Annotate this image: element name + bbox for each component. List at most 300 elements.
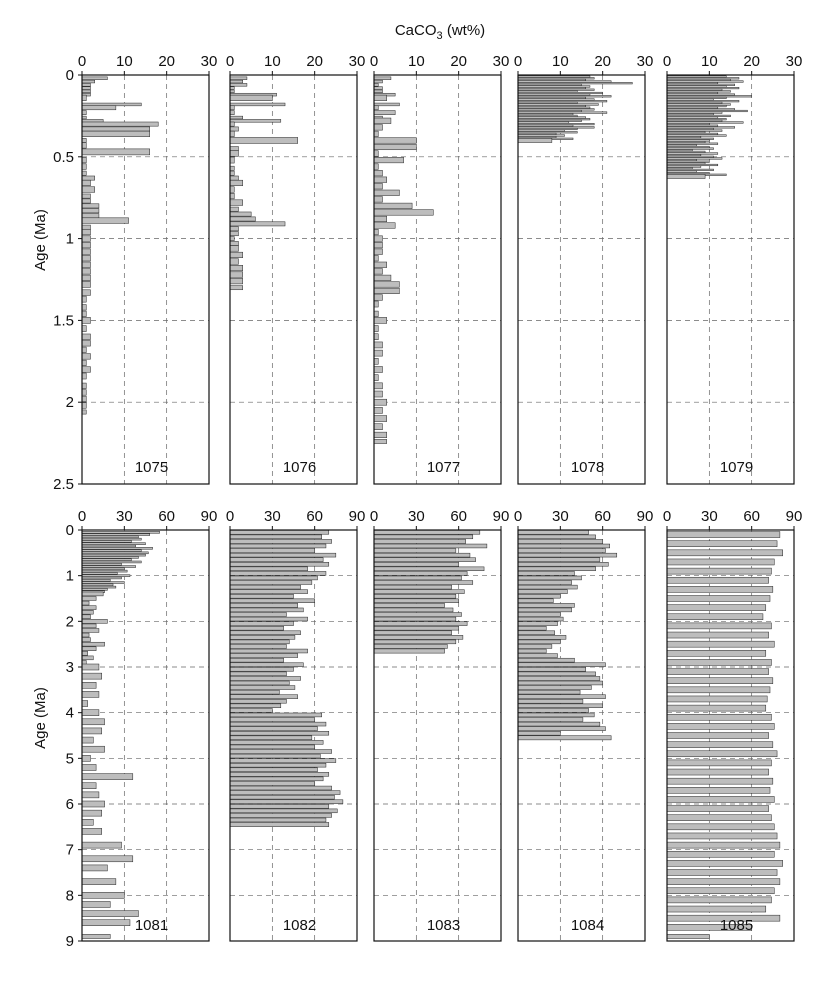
bar-1079-5 — [667, 84, 735, 86]
bar-1081-49 — [82, 719, 105, 725]
bar-1076-31 — [230, 232, 238, 236]
panel-1084 — [514, 508, 654, 941]
bar-1082-36 — [230, 695, 298, 699]
bar-1079-20 — [667, 109, 735, 111]
bar-1084-12 — [518, 585, 577, 589]
bar-1077-13 — [374, 131, 378, 137]
bar-1081-51 — [82, 737, 93, 743]
bar-1079-21 — [667, 110, 747, 112]
bar-1076-37 — [230, 265, 243, 271]
bar-1077-52 — [374, 407, 382, 413]
bar-1082-57 — [230, 791, 340, 795]
bar-1076-39 — [230, 278, 243, 284]
bar-1081-48 — [82, 710, 99, 716]
bar-1079-1 — [667, 77, 739, 79]
bar-1078-39 — [518, 138, 552, 142]
bar-1079-40 — [667, 141, 705, 143]
bar-1085-10 — [667, 623, 771, 629]
bar-1085-3 — [667, 559, 774, 565]
bar-1077-53 — [374, 416, 387, 422]
bar-1078-36 — [518, 135, 565, 137]
bar-1084-1 — [518, 535, 596, 539]
bar-1081-36 — [82, 633, 89, 637]
bar-1081-30 — [82, 606, 96, 610]
bar-1075-40 — [82, 290, 90, 296]
bar-1075-47 — [82, 341, 90, 347]
site-label: 1085 — [719, 917, 754, 934]
bar-1081-59 — [82, 810, 102, 816]
bar-1082-35 — [230, 690, 279, 694]
bar-1081-8 — [82, 550, 141, 552]
bar-1085-28 — [667, 787, 770, 793]
site-label: 1084 — [570, 917, 605, 934]
bar-1081-18 — [82, 572, 117, 574]
bar-1075-41 — [82, 296, 86, 302]
bar-1079-26 — [667, 118, 726, 120]
bar-1085-13 — [667, 650, 766, 656]
bar-1078-24 — [518, 115, 577, 117]
panel-1078 — [514, 53, 654, 484]
bar-1075-26 — [82, 204, 99, 208]
bar-1078-1 — [518, 77, 594, 79]
bar-1081-57 — [82, 792, 99, 798]
bar-1082-48 — [230, 750, 332, 754]
bar-1077-17 — [374, 157, 404, 163]
x-tick-label: 0 — [225, 53, 235, 70]
bar-1082-30 — [230, 667, 294, 671]
bar-1077-0 — [374, 77, 391, 80]
x-tick-label: 0 — [225, 508, 235, 525]
x-tick-label: 30 — [263, 508, 281, 525]
panel-1085 — [663, 508, 803, 941]
bar-1083-19 — [374, 617, 456, 621]
bar-1084-34 — [518, 686, 591, 690]
bar-1079-27 — [667, 120, 722, 122]
bar-1079-18 — [667, 105, 726, 107]
bar-1081-2 — [82, 536, 138, 538]
bar-1078-9 — [518, 91, 577, 93]
bar-1079-0 — [667, 76, 726, 78]
bar-1082-11 — [230, 581, 312, 585]
bar-1075-20 — [82, 171, 86, 175]
bar-1081-50 — [82, 728, 102, 734]
bar-1075-38 — [82, 275, 90, 281]
bar-1084-5 — [518, 553, 617, 557]
bar-1079-23 — [667, 113, 714, 115]
bar-1081-6 — [82, 545, 136, 547]
panel-1079 — [663, 53, 803, 484]
bar-1079-41 — [667, 143, 718, 145]
bar-1083-0 — [374, 530, 480, 534]
bar-1077-30 — [374, 242, 382, 248]
bar-1081-44 — [82, 673, 102, 679]
bar-1078-14 — [518, 99, 594, 101]
bar-1079-58 — [667, 171, 697, 173]
bar-1077-51 — [374, 399, 387, 405]
bar-1082-3 — [230, 544, 326, 548]
bar-1081-46 — [82, 691, 99, 697]
bar-1075-25 — [82, 199, 90, 203]
bar-1082-39 — [230, 708, 272, 712]
bar-1079-3 — [667, 81, 743, 83]
bar-1075-19 — [82, 164, 86, 170]
x-tick-label: 60 — [158, 508, 176, 525]
bar-1082-52 — [230, 768, 317, 772]
bar-1077-8 — [374, 106, 378, 110]
bar-1077-38 — [374, 295, 382, 301]
bar-1085-25 — [667, 760, 771, 766]
bar-1076-33 — [230, 241, 238, 245]
bar-1078-8 — [518, 89, 594, 91]
bar-1081-25 — [82, 588, 107, 590]
bar-1082-38 — [230, 704, 281, 708]
bar-1075-55 — [82, 396, 86, 402]
bar-1083-25 — [374, 645, 447, 649]
bar-1081-63 — [82, 856, 133, 862]
bar-1082-20 — [230, 622, 294, 626]
bar-1076-36 — [230, 259, 238, 265]
bar-1079-11 — [667, 94, 735, 96]
y-axis-labels — [32, 209, 49, 749]
bar-1079-29 — [667, 123, 709, 125]
bar-1082-24 — [230, 640, 289, 644]
bar-1076-4 — [230, 90, 234, 93]
bar-1079-49 — [667, 156, 714, 158]
bar-1076-35 — [230, 252, 243, 258]
bar-1085-12 — [667, 641, 774, 647]
bar-1081-7 — [82, 547, 153, 549]
bar-1079-50 — [667, 158, 722, 160]
bar-1078-37 — [518, 136, 556, 138]
bar-1075-14 — [82, 131, 150, 137]
bar-1077-37 — [374, 288, 399, 294]
bar-1085-18 — [667, 696, 767, 702]
bar-1082-21 — [230, 626, 284, 630]
bar-1085-30 — [667, 806, 769, 812]
bar-1082-25 — [230, 645, 286, 649]
y-tick-label: 4 — [65, 704, 74, 722]
x-tick-label: 0 — [369, 53, 379, 70]
bar-1081-31 — [82, 610, 93, 614]
bar-1081-37 — [82, 638, 90, 642]
bar-1076-34 — [230, 246, 238, 252]
bar-1084-33 — [518, 681, 603, 685]
bar-1077-43 — [374, 334, 378, 340]
bar-1084-20 — [518, 622, 558, 626]
bar-1085-11 — [667, 632, 769, 638]
bar-1076-18 — [230, 157, 234, 163]
x-tick-label: 10 — [700, 53, 718, 70]
bar-1078-10 — [518, 92, 603, 94]
x-tick-label: 10 — [407, 53, 425, 70]
x-tick-label: 20 — [743, 53, 761, 70]
bar-1082-17 — [230, 608, 303, 612]
bar-1082-34 — [230, 686, 295, 690]
bar-1081-53 — [82, 755, 90, 761]
bar-1081-33 — [82, 619, 107, 623]
bar-1085-33 — [667, 833, 777, 839]
x-tick-label: 0 — [513, 53, 523, 70]
bar-1084-2 — [518, 539, 603, 543]
bar-1082-7 — [230, 562, 329, 566]
bar-1085-23 — [667, 742, 773, 748]
bar-1078-31 — [518, 127, 594, 129]
bar-1077-31 — [374, 249, 382, 255]
bar-1077-56 — [374, 439, 387, 443]
bar-1081-64 — [82, 865, 107, 871]
bar-1076-26 — [230, 207, 238, 211]
bar-1082-55 — [230, 782, 315, 786]
site-label: 1078 — [570, 459, 605, 476]
bar-1075-34 — [82, 249, 90, 255]
bar-1077-48 — [374, 375, 378, 381]
bar-1075-23 — [82, 187, 95, 193]
bar-1082-2 — [230, 539, 332, 543]
bar-1082-26 — [230, 649, 308, 653]
bar-1079-31 — [667, 127, 735, 129]
x-tick-label: 10 — [551, 53, 569, 70]
bar-1084-45 — [518, 736, 611, 740]
bar-1081-34 — [82, 624, 96, 628]
x-tick-label: 90 — [636, 508, 654, 525]
bar-1075-33 — [82, 242, 90, 248]
bar-1082-13 — [230, 590, 308, 594]
bar-1085-39 — [667, 888, 774, 894]
bar-1081-19 — [82, 575, 130, 577]
bar-1079-30 — [667, 125, 718, 127]
y-tick-label: 0 — [65, 522, 74, 539]
panel-1077 — [370, 53, 510, 484]
site-label: 1076 — [282, 459, 317, 476]
bar-1081-66 — [82, 892, 124, 898]
bar-1077-19 — [374, 170, 382, 176]
bar-1075-4 — [82, 90, 90, 93]
bar-1075-29 — [82, 218, 129, 224]
bar-1083-14 — [374, 594, 456, 598]
bar-1079-14 — [667, 99, 714, 101]
bar-1081-16 — [82, 568, 124, 570]
bar-1085-14 — [667, 659, 771, 665]
bar-1075-17 — [82, 149, 150, 155]
bar-1082-43 — [230, 727, 317, 731]
bar-1081-20 — [82, 577, 122, 579]
bar-1075-3 — [82, 87, 90, 90]
bar-1081-9 — [82, 552, 148, 554]
panel-1081 — [66, 508, 218, 950]
bar-1075-16 — [82, 143, 86, 149]
bar-1084-8 — [518, 567, 596, 571]
bar-1077-16 — [374, 151, 378, 157]
bar-1076-3 — [230, 87, 234, 90]
bar-1076-25 — [230, 200, 243, 206]
bar-1079-13 — [667, 97, 726, 99]
bar-1083-10 — [374, 576, 461, 580]
x-tick-label: 20 — [306, 53, 324, 70]
bar-1082-63 — [230, 818, 326, 822]
bar-1084-21 — [518, 626, 546, 630]
bar-1083-3 — [374, 544, 487, 548]
bar-1085-20 — [667, 714, 771, 720]
bar-1085-24 — [667, 751, 777, 757]
bar-1082-45 — [230, 736, 312, 740]
x-tick-label: 0 — [77, 508, 87, 525]
bar-1075-10 — [82, 116, 86, 119]
bar-1079-46 — [667, 151, 705, 153]
bar-1078-34 — [518, 131, 577, 133]
bar-1075-49 — [82, 354, 90, 360]
x-tick-label: 0 — [662, 508, 672, 525]
bar-1077-18 — [374, 164, 378, 170]
bar-1082-6 — [230, 558, 323, 562]
bar-1081-3 — [82, 538, 141, 540]
bar-1079-53 — [667, 163, 705, 165]
bar-1084-37 — [518, 699, 583, 703]
bar-1075-13 — [82, 127, 150, 131]
bar-1076-2 — [230, 83, 247, 86]
x-tick-label: 60 — [306, 508, 324, 525]
bar-1085-41 — [667, 906, 766, 912]
bar-1076-40 — [230, 286, 243, 290]
bar-1081-12 — [82, 559, 131, 561]
x-tick-label: 60 — [450, 508, 468, 525]
bar-1078-11 — [518, 94, 590, 96]
bar-1077-50 — [374, 391, 382, 397]
bar-1078-6 — [518, 86, 590, 88]
y-tick-label: 1.5 — [53, 312, 74, 330]
bar-1083-1 — [374, 535, 473, 539]
bar-1079-22 — [667, 112, 722, 114]
y-tick-label: 0.5 — [53, 148, 74, 166]
bar-1085-38 — [667, 879, 780, 885]
y-tick-label: 9 — [65, 933, 74, 950]
bar-1081-17 — [82, 570, 127, 572]
bar-1081-21 — [82, 579, 110, 581]
panel-1076 — [226, 53, 366, 484]
bar-1077-55 — [374, 432, 387, 438]
bar-1083-2 — [374, 539, 466, 543]
bar-1081-14 — [82, 563, 122, 565]
bar-1082-61 — [230, 809, 337, 813]
bar-1077-41 — [374, 317, 387, 323]
bar-1079-15 — [667, 100, 739, 102]
bar-1079-32 — [667, 128, 714, 130]
bar-1084-38 — [518, 704, 603, 708]
bar-1085-32 — [667, 824, 774, 830]
bar-1079-17 — [667, 104, 731, 106]
bar-1077-3 — [374, 87, 382, 90]
bar-1077-35 — [374, 275, 391, 281]
bar-1076-23 — [230, 187, 234, 193]
bar-1078-2 — [518, 79, 586, 81]
bar-1078-22 — [518, 112, 607, 114]
bar-1085-29 — [667, 796, 774, 802]
bar-1076-19 — [230, 166, 234, 170]
bar-1085-8 — [667, 605, 766, 611]
x-tick-label: 30 — [407, 508, 425, 525]
bar-1085-9 — [667, 614, 763, 620]
bar-1085-4 — [667, 568, 771, 574]
x-tick-label: 0 — [513, 508, 523, 525]
bar-1079-33 — [667, 130, 722, 132]
bar-1081-27 — [82, 592, 103, 596]
bar-1078-15 — [518, 100, 607, 102]
x-tick-label: 0 — [77, 53, 87, 70]
x-tick-label: 20 — [158, 53, 176, 70]
bar-1081-39 — [82, 647, 96, 651]
bar-1079-48 — [667, 154, 701, 156]
bar-1083-17 — [374, 608, 453, 612]
bar-1082-53 — [230, 772, 329, 776]
x-tick-label: 0 — [662, 53, 672, 70]
bar-1084-35 — [518, 690, 580, 694]
panel-1082 — [226, 508, 366, 941]
bar-1081-62 — [82, 842, 122, 848]
x-tick-label: 30 — [115, 508, 133, 525]
bar-1081-13 — [82, 561, 141, 563]
bar-1081-28 — [82, 597, 96, 601]
bar-1082-10 — [230, 576, 317, 580]
bar-1081-40 — [82, 651, 88, 655]
bar-1083-20 — [374, 622, 467, 626]
figure-title: CaCO$_3$ (wt%) — [394, 22, 486, 42]
x-tick-label: 20 — [450, 53, 468, 70]
x-tick-label: 20 — [594, 53, 612, 70]
bar-1083-18 — [374, 613, 461, 617]
bar-1082-59 — [230, 800, 343, 804]
bar-1084-32 — [518, 676, 600, 680]
bar-1077-49 — [374, 383, 382, 389]
bar-1079-59 — [667, 172, 709, 174]
bar-1075-1 — [82, 80, 95, 83]
bar-1082-22 — [230, 631, 301, 635]
bar-1084-40 — [518, 713, 594, 717]
bar-1076-21 — [230, 176, 238, 180]
bar-1075-0 — [82, 77, 107, 80]
bar-1085-19 — [667, 705, 766, 711]
y-tick-label: 7 — [65, 841, 74, 859]
y-tick-label: 3 — [65, 659, 74, 676]
bar-1082-18 — [230, 613, 286, 617]
bar-1081-70 — [82, 934, 110, 938]
y-tick-label: 2 — [65, 394, 74, 412]
bar-1076-9 — [230, 111, 234, 115]
bar-1075-30 — [82, 225, 90, 229]
bar-1082-54 — [230, 777, 323, 781]
bar-1076-38 — [230, 272, 243, 278]
bar-1082-46 — [230, 740, 323, 744]
y-tick-label: 0 — [65, 67, 74, 84]
bar-1084-26 — [518, 649, 546, 653]
bar-1082-47 — [230, 745, 315, 749]
bar-1079-28 — [667, 122, 743, 124]
bar-1082-37 — [230, 699, 286, 703]
bar-1076-6 — [230, 95, 272, 101]
bar-1078-13 — [518, 97, 586, 99]
bar-1082-12 — [230, 585, 301, 589]
bar-1085-5 — [667, 577, 769, 583]
site-label: 1081 — [134, 917, 169, 934]
bar-1085-22 — [667, 733, 769, 739]
bar-1083-5 — [374, 553, 470, 557]
bar-1081-43 — [82, 664, 99, 670]
bar-1077-45 — [374, 350, 382, 356]
bar-1077-44 — [374, 342, 382, 348]
bar-1078-21 — [518, 110, 582, 112]
bar-1085-16 — [667, 678, 773, 684]
panel-frame — [374, 75, 501, 484]
bar-1075-54 — [82, 390, 86, 396]
bar-1083-4 — [374, 549, 456, 553]
